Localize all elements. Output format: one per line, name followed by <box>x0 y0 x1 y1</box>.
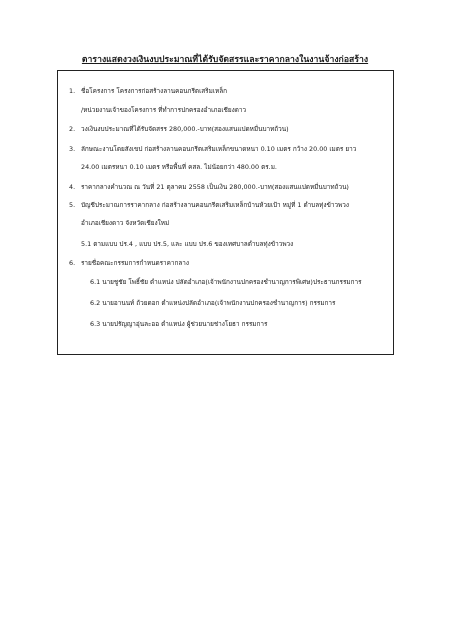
item-4-line-1: ราคากลางคำนวณ ณ วันที่ 21 ตุลาคม 2558 เป็นเงิน 280,000.-บาท(สองแสนแปดหมื่นบาทถ้วน) <box>81 183 349 191</box>
item-6-sub-3: 6.3 นายปรัญญาอุ่นละออ ตำแหน่ง ผู้ช่วยนายช่างโยธา กรรมการ <box>90 320 268 328</box>
item-5-number: 5. <box>69 201 76 209</box>
document-title: ตารางแสดงวงเงินงบประมาณที่ได้รับจัดสรรและราคากลางในงานจ้างก่อสร้าง <box>81 55 369 65</box>
item-1-line-2: /หน่วยงานเจ้าของโครงการ ที่ทำการปกครองอำเภอเชียงดาว <box>81 106 247 114</box>
item-1-line-1: ชื่อโครงการ โครงการก่อสร้างลานคอนกรีตเสริมเหล็ก <box>81 87 227 95</box>
item-6-line-1: รายชื่อคณะกรรมการกำหนดราคากลาง <box>81 259 189 267</box>
item-4-number: 4. <box>69 183 76 191</box>
item-2-number: 2. <box>69 125 76 133</box>
item-5-sub-1: 5.1 ตามแบบ ปร.4 , แบบ ปร.5, และ แบบ ปร.6 ของเทศบาลตำบลทุ่งข้าวพวง <box>81 240 294 248</box>
item-3-line-1: ลักษณะงานโดยสังเขป ก่อสร้างลานคอนกรีตเสริมเหล็กขนาดหนา 0.10 เมตร กว้าง 20.00 เมตร ยาว <box>81 145 357 153</box>
item-3-number: 3. <box>69 145 76 153</box>
item-5-line-1: บัญชีประมาณการราคากลาง ก่อสร้างลานคอนกรีตเสริมเหล็กบ้านห้วยเป้า หมู่ที่ 1 ตำบลทุ่งข้าวพวง <box>81 201 349 209</box>
budget-table-box <box>57 70 394 355</box>
item-1-number: 1. <box>69 87 76 95</box>
item-6-sub-2: 6.2 นายอานนท์ ถ้วยดอก ตำแหน่งปลัดอำเภอ(เจ้าพนักงานปกครองชำนาญการ) กรรมการ <box>90 299 336 307</box>
item-3-line-2: 24.00 เมตรหนา 0.10 เมตร หรือพื้นที่ คสล. ไม่น้อยกว่า 480.00 ตร.ม. <box>81 163 277 171</box>
item-5-line-2: อำเภอเชียงดาว จังหวัดเชียงใหม่ <box>81 219 170 227</box>
item-2-line-1: วงเงินงบประมาณที่ได้รับจัดสรร 280,000.-บาท(สองแสนแปดหมื่นบาทถ้วน) <box>81 125 289 133</box>
item-6-sub-1: 6.1 นายชูชัย โพธิ์ชัย ตำแหน่ง ปลัดอำเภอ(เจ้าพนักงานปกครองชำนาญการพิเศษ)ประธานกรรมการ <box>90 278 362 286</box>
item-6-number: 6. <box>69 259 76 267</box>
